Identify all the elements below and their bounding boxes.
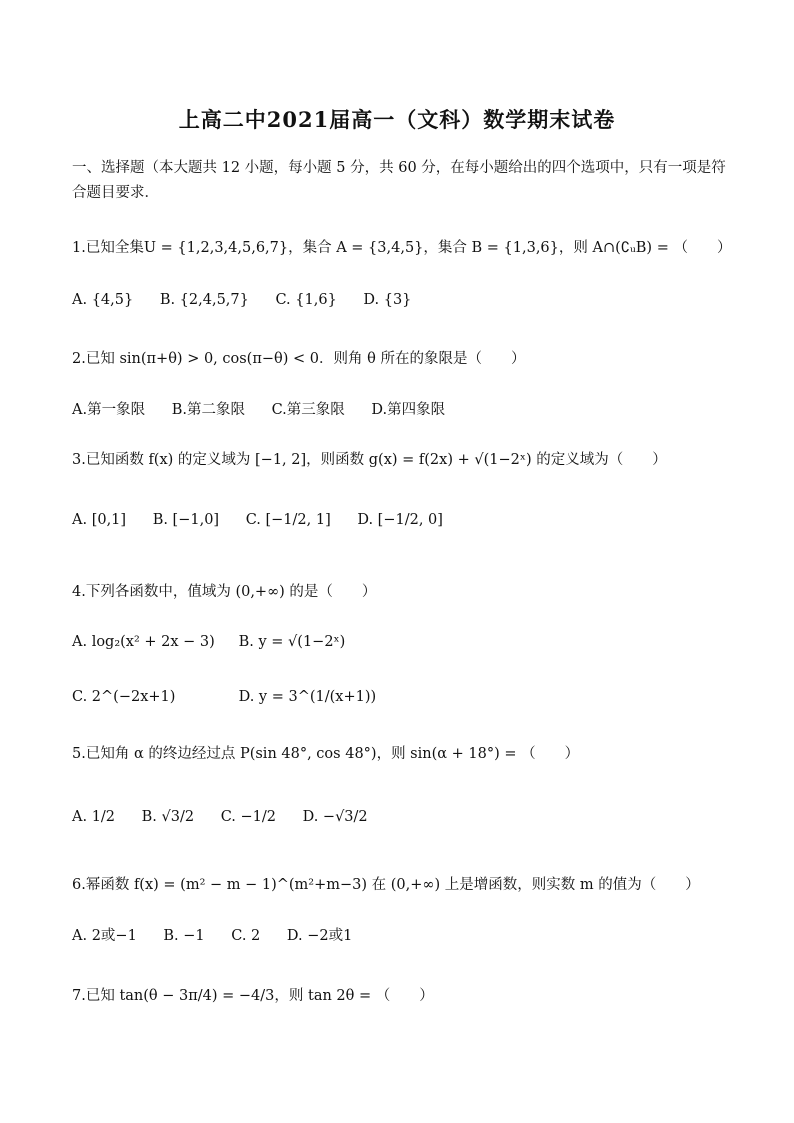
q3-option-b: B. [−1,0] [152,512,220,528]
q6-option-b: B. −1 [163,928,205,944]
question-4-options-ab [72,634,367,650]
q3-option-c: C. [−1/2, 1] [245,512,331,528]
q3-option-a: A. [0,1] [72,512,127,528]
q2-option-b: B.第二象限 [171,402,245,418]
question-1-stem: 1.已知全集U = {1,2,3,4,5,6,7}，集合 A = {3,4,5}，集合 B = {1,3,6}，则 A∩(∁ᵤB) = （ ） [72,240,732,256]
q4-option-c: C. 2^(−2x+1) [72,689,176,705]
question-4-options-cd [72,689,398,705]
q6-option-c: C. 2 [231,928,261,944]
q2-option-a: A.第一象限 [72,402,146,418]
q4-option-b: B. y = √(1−2ˣ) [238,634,346,650]
q2-option-c: C.第三象限 [271,402,345,418]
q4-option-d: D. y = 3^(1/(x+1)) [238,689,377,705]
section-header: 一、选择题（本大题共 12 小题，每小题 5 分，共 60 分，在每小题给出的四个选项中，只有一项是符合题目要求． [72,160,726,201]
q5-option-b: B. √3/2 [141,809,195,825]
question-2-stem: 2.已知 sin(π+θ) > 0, cos(π−θ) < 0．则角 θ 所在的象限是（ ） [72,351,526,367]
q5-option-a: A. 1/2 [72,809,116,825]
question-6-stem: 6.幂函数 f(x) = (m² − m − 1)^(m²+m−3) 在 (0,+∞) 上是增函数，则实数 m 的值为（ ） [72,877,700,893]
question-6-options [72,924,374,945]
question-2-options [72,398,467,419]
q1-option-a: A. {4,5} [72,292,134,308]
q6-option-a: A. 2或−1 [72,928,137,944]
q6-option-d: D. −2或1 [286,928,353,944]
q1-option-c: C. {1,6} [275,292,337,308]
question-3-options [72,512,465,528]
question-4-stem: 4.下列各函数中，值域为 (0,+∞) 的是（ ） [72,584,377,600]
q2-option-d: D.第四象限 [371,402,446,418]
q4-option-a: A. log₂(x² + 2x − 3) [72,634,215,650]
exam-title: 上高二中2021届高一（文科）数学期末试卷 [178,107,616,132]
q1-option-d: D. {3} [363,292,412,308]
question-3-stem: 3.已知函数 f(x) 的定义域为 [−1, 2]，则函数 g(x) = f(2x) + √(1−2ˣ) 的定义域为（ ） [72,452,667,468]
q5-option-d: D. −√3/2 [302,809,368,825]
question-1-options [72,292,433,308]
q1-option-b: B. {2,4,5,7} [159,292,249,308]
question-7-stem: 7.已知 tan(θ − 3π/4) = −4/3，则 tan 2θ = （ ） [72,988,434,1004]
q3-option-d: D. [−1/2, 0] [357,512,443,528]
q5-option-c: C. −1/2 [220,809,276,825]
question-5-stem: 5.已知角 α 的终边经过点 P(sin 48°, cos 48°)，则 sin(α + 18°) = （ ） [72,746,580,762]
question-5-options [72,809,390,825]
